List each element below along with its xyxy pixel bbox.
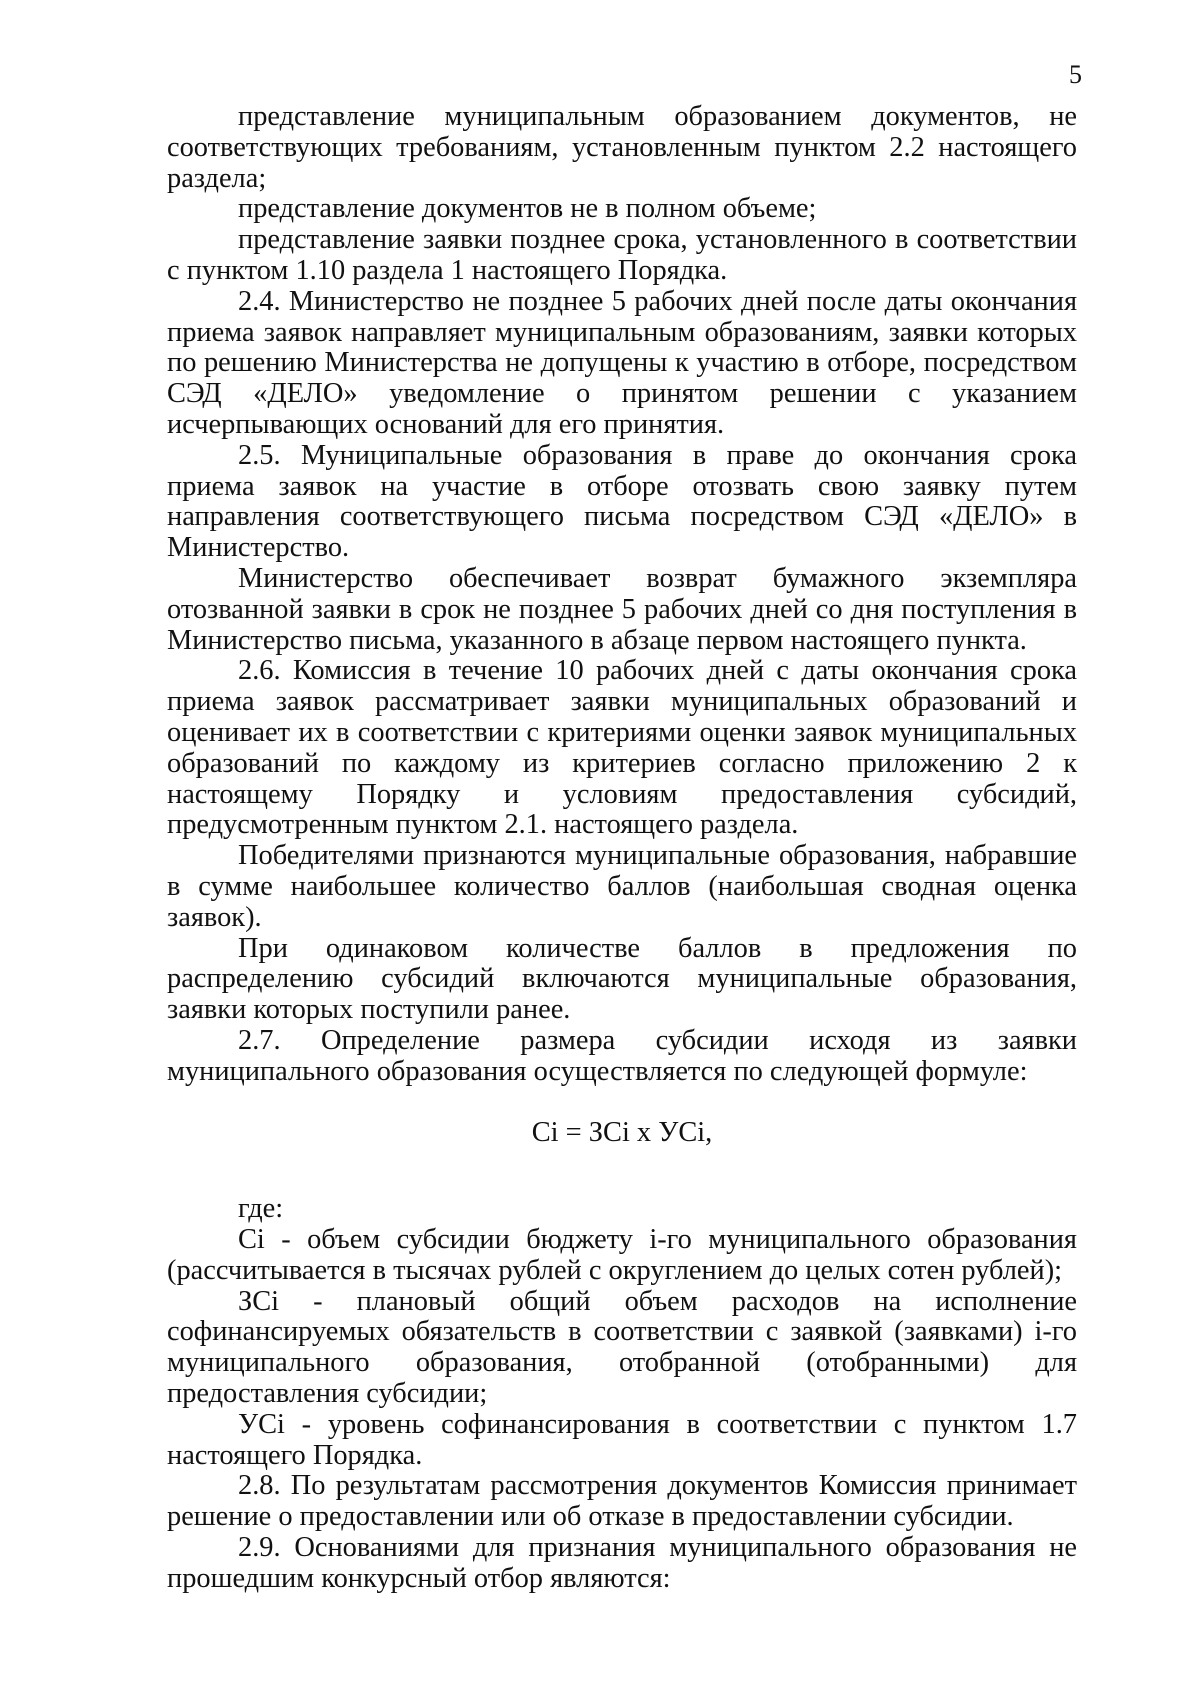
paragraph-2-5: 2.5. Муниципальные образования в праве до окончания срока приема заявок на участие в отборе отозвать свою заявку путем направления соответствующего письма посредством СЭД «ДЕЛО» в Министерство.	[167, 439, 1077, 564]
paragraph: где:	[238, 1193, 284, 1225]
paragraph: представление муниципальным образованием документов, не соответствующих требованиям, установленным пунктом 2.2 настоящего раздела;	[167, 101, 1077, 194]
paragraph: представление заявки позднее срока, установленного в соответствии с пунктом 1.10 раздела 1 настоящего Порядка.	[167, 224, 1077, 286]
paragraph: При одинаковом количестве баллов в предложения по распределению субсидий включаются муниципальные образования, заявки которых поступили ранее.	[167, 932, 1077, 1026]
paragraph-2-6: 2.6. Комиссия в течение 10 рабочих дней с даты окончания срока приема заявок рассматривает заявки муниципальных образований и оценивает их в соответствии с критериями оценки заявок муниципальных образований по каждому из критериев согласно приложению 2 к настоящему Порядку и условиям предоставления субсидий, предусмотренным пунктом 2.1. настоящего раздела.	[167, 655, 1077, 841]
paragraph: Ci - объем субсидии бюджету i-го муниципального образования (рассчитывается в тысячах рублей с округлением до целых сотен рублей);	[167, 1224, 1077, 1286]
page-number: 5	[1069, 60, 1082, 89]
subsidy-formula: Ci = ЗCi x УCi,	[531, 1116, 713, 1148]
paragraph: УCi - уровень софинансирования в соответствии с пунктом 1.7 настоящего Порядка.	[167, 1408, 1077, 1471]
paragraph-2-7: 2.7. Определение размера субсидии исходя из заявки муниципального образования осуществляется по следующей формуле:	[167, 1024, 1077, 1087]
paragraph-2-4: 2.4. Министерство не позднее 5 рабочих дней после даты окончания приема заявок направляет муниципальным образованиям, заявки которых по решению Министерства не допущены к участию в отборе, посредством СЭД «ДЕЛО» уведомление о принятом решении с указанием исчерпывающих оснований для его принятия.	[167, 285, 1077, 440]
paragraph-2-8: 2.8. По результатам рассмотрения документов Комиссия принимает решение о предоставлении или об отказе в предоставлении субсидии.	[167, 1470, 1077, 1533]
document-body	[167, 102, 1077, 1595]
paragraph: Министерство обеспечивает возврат бумажного экземпляра отозванной заявки в срок не позднее 5 рабочих дней со дня поступления в Министерство письма, указанного в абзаце первом настоящего пункта.	[167, 562, 1077, 656]
paragraph: ЗCi - плановый общий объем расходов на исполнение софинансируемых обязательств в соответствии с заявкой (заявками) i-го муниципального образования, отобранной (отобранными) для предоставления субсидии;	[167, 1285, 1077, 1410]
paragraph: Победителями признаются муниципальные образования, набравшие в сумме наибольшее количество баллов (наибольшая сводная оценка заявок).	[167, 840, 1077, 933]
paragraph: представление документов не в полном объеме;	[238, 193, 817, 225]
paragraph-2-9: 2.9. Основаниями для признания муниципального образования не прошедшим конкурсный отбор являются:	[167, 1532, 1077, 1594]
